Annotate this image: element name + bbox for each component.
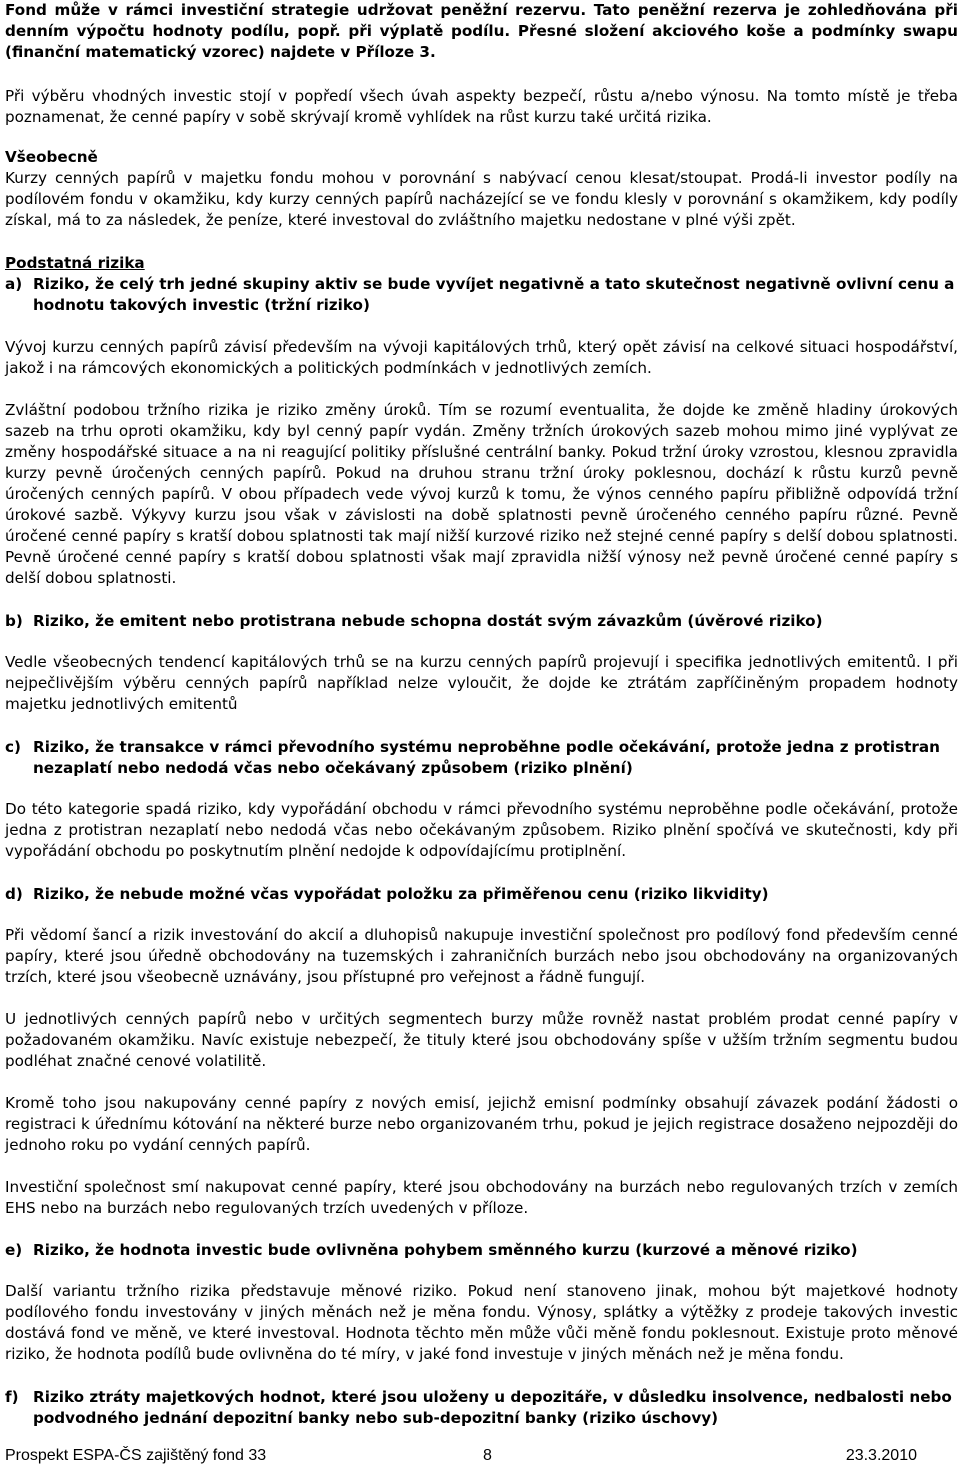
footer-document-title: Prospekt ESPA-ČS zajištěný fond 33 — [5, 1447, 267, 1464]
risk-d-paragraph-1: Při vědomí šancí a rizik investování do akcií a dluhopisů nakupuje investiční společnost pro podílový fond především cenné papíry, které jsou úředně obchodovány na tuzemských i zahraničních burzách nebo jsou obchodovány na organizovaných trzích, které jsou všeobecně uznávány, jsou přístupné pro veřejnost a řádně fungují. — [5, 926, 958, 986]
risk-a-heading — [5, 274, 958, 316]
risk-d-heading — [5, 884, 958, 905]
risk-c-paragraph-1: Do této kategorie spadá riziko, kdy vypořádání obchodu v rámci převodního systému neproběhne podle očekávání, protože jedna z protistran nezaplatí nebo nedodá včas nebo očekávaným způsobem. Riziko plnění spočívá ve skutečnosti, kdy při vypořádání obchodu po poskytnutím plnění nedojde k odpovídajícímu protiplnění. — [5, 800, 958, 860]
intro-paragraph: Fond může v rámci investiční strategie udržovat peněžní rezervu. Tato peněžní rezerva je zohledňována při denním výpočtu hodnoty podílu, popř. při výplatě podílu. Přesné složení akciového koše a podmínky swapu (finanční matematický vzorec) najdete v Příloze 3. — [5, 1, 958, 61]
risk-b-heading — [5, 611, 958, 632]
risk-d-paragraph-4: Investiční společnost smí nakupovat cenné papíry, které jsou obchodovány na burzách nebo regulovaných trzích v zemích EHS nebo na burzách nebo regulovaných trzích uvedených v příloze. — [5, 1178, 958, 1217]
risk-e-heading — [5, 1240, 958, 1261]
risk-e-paragraph-1: Další variantu tržního rizika představuje měnové riziko. Pokud není stanoveno jinak, mohou být majetkové hodnoty podílového fondu investovány v jiných měnách než je měna fondu. Výnosy, splátky a výtěžky z prodeje takových investic dostává fond ve měně, ve které investoval. Hodnota těchto měn může vůči měně fondu poklesnout. Existuje proto měnové riziko, že hodnota podílů bude ovlivněna do té míry, v jaké fond investuje v jiných měnách než je měna fondu. — [5, 1282, 958, 1363]
significant-risks-heading: Podstatná rizika — [5, 254, 145, 272]
risk-f-heading — [5, 1387, 958, 1429]
risk-c-heading — [5, 737, 958, 779]
general-heading: Všeobecně — [5, 148, 98, 166]
risk-b-letter: b) — [5, 612, 23, 630]
risk-b-paragraph-1: Vedle všeobecných tendencí kapitálových trhů se na kurzu cenných papírů projevují i specifika jednotlivých emitentů. I při nejpečlivějším výběru cenných papírů například nelze vyloučit, že dojde ke ztrátám zapříčiněným propadem hodnoty majetku jednotlivých emitentů — [5, 653, 958, 713]
significant-risks-section — [5, 253, 958, 1429]
risk-d-paragraph-3: Kromě toho jsou nakupovány cenné papíry z nových emisí, jejichž emisní podmínky obsahují závazek podání žádosti o registraci k úřednímu kótování na některé burze nebo organizovaném trhu, pokud je jejich registrace dosaženo nejpozději do jednoho roku po vydání cenných papírů. — [5, 1094, 958, 1154]
footer-page-number: 8 — [483, 1447, 492, 1464]
document-page — [5, 0, 958, 1429]
risk-d-paragraph-2: U jednotlivých cenných papírů nebo v určitých segmentech burzy může rovněž nastat problém prodat cenné papíry v požadovaném okamžiku. Navíc existuje nebezpečí, že tituly které jsou obchodovány spíše v užším tržním segmentu budou podléhat značné cenové volatilitě. — [5, 1010, 958, 1070]
risk-b-title: Riziko, že emitent nebo protistrana nebude schopna dostát svým závazkům (úvěrové riziko) — [33, 612, 823, 630]
risk-f-title: Riziko ztráty majetkových hodnot, které jsou uloženy u depozitáře, v důsledku insolvence, nedbalosti nebo podvodného jednání depozitní banky nebo sub-depozitní banky (riziko úschovy) — [33, 1388, 952, 1427]
risk-a-title: Riziko, že celý trh jedné skupiny aktiv se bude vyvíjet negativně a tato skutečnost negativně ovlivní cenu a hodnotu takových investic (tržní riziko) — [33, 275, 955, 314]
risk-a-paragraph-1: Vývoj kurzu cenných papírů závisí především na vývoji kapitálových trhů, který opět závisí na celkové situaci hospodářství, jakož i na rámcových ekonomických a politických podmínkách v jednotlivých zemích. — [5, 338, 958, 377]
risk-e-letter: e) — [5, 1241, 23, 1259]
general-section — [5, 147, 958, 231]
risk-c-title: Riziko, že transakce v rámci převodního systému neproběhne podle očekávání, protože jedna z protistran nezaplatí nebo nedodá včas nebo očekávaný způsobem (riziko plnění) — [33, 738, 940, 777]
investment-selection-paragraph: Při výběru vhodných investic stojí v popředí všech úvah aspekty bezpečí, růstu a/nebo výnosu. Na tomto místě je třeba poznamenat, že cenné papíry v sobě skrývají kromě vyhlídek na růst kurzu také určitá rizika. — [5, 87, 958, 126]
general-text: Kurzy cenných papírů v majetku fondu mohou v porovnání s nabývací cenou klesat/stoupat. Prodá-li investor podíly na podílovém fondu v okamžiku, kdy kurzy cenných papírů nacházející se ve fondu klesly v porovnání s okamžikem, kdy podíly získal, má to za následek, že peníze, které investoval do zvláštního majetku nedostane v plné výši zpět. — [5, 169, 958, 229]
risk-a-letter: a) — [5, 275, 23, 293]
risk-a-paragraph-2: Zvláštní podobou tržního rizika je riziko změny úroků. Tím se rozumí eventualita, že dojde ke změně hladiny úrokových sazeb na trhu oproti okamžiku, kdy byl cenný papír vydán. Změny tržních úrokových sazeb mohou mimo jiné vyplývat ze změny hospodářské situace a na ni reagující politiky příslušné centrální banky. Pokud tržní úroky vzrostou, klesnou zpravidla kurzy pevně úročených cenných papírů. Pokud na druhou stranu tržní úroky poklesnou, dochází k růstu kurzů pevně úročených cenných papírů. V obou případech vede vývoj kurzů k tomu, že výnos cenného papíru přibližně odpovídá tržní úrokové sazbě. Výkyvy kurzu jsou však v závislosti na době splatnosti pevně úročeného cenného papíru různé. Pevně úročené cenné papíry s kratší dobou splatnosti tak mají nižší kurzové riziko než stejné cenné papíry s delší dobou splatnosti. Pevně úročené cenné papíry s kratší dobou splatnosti však mají zpravidla nižší výnosy než pevně úročené cenné papíry s delší dobou splatnosti. — [5, 401, 958, 587]
risk-d-letter: d) — [5, 885, 23, 903]
risk-f-letter: f) — [5, 1388, 19, 1406]
risk-e-title: Riziko, že hodnota investic bude ovlivněna pohybem směnného kurzu (kurzové a měnové riziko) — [33, 1241, 858, 1259]
footer-date: 23.3.2010 — [845, 1447, 917, 1464]
risk-d-title: Riziko, že nebude možné včas vypořádat položku za přiměřenou cenu (riziko likvidity) — [33, 885, 769, 903]
risk-c-letter: c) — [5, 738, 21, 756]
